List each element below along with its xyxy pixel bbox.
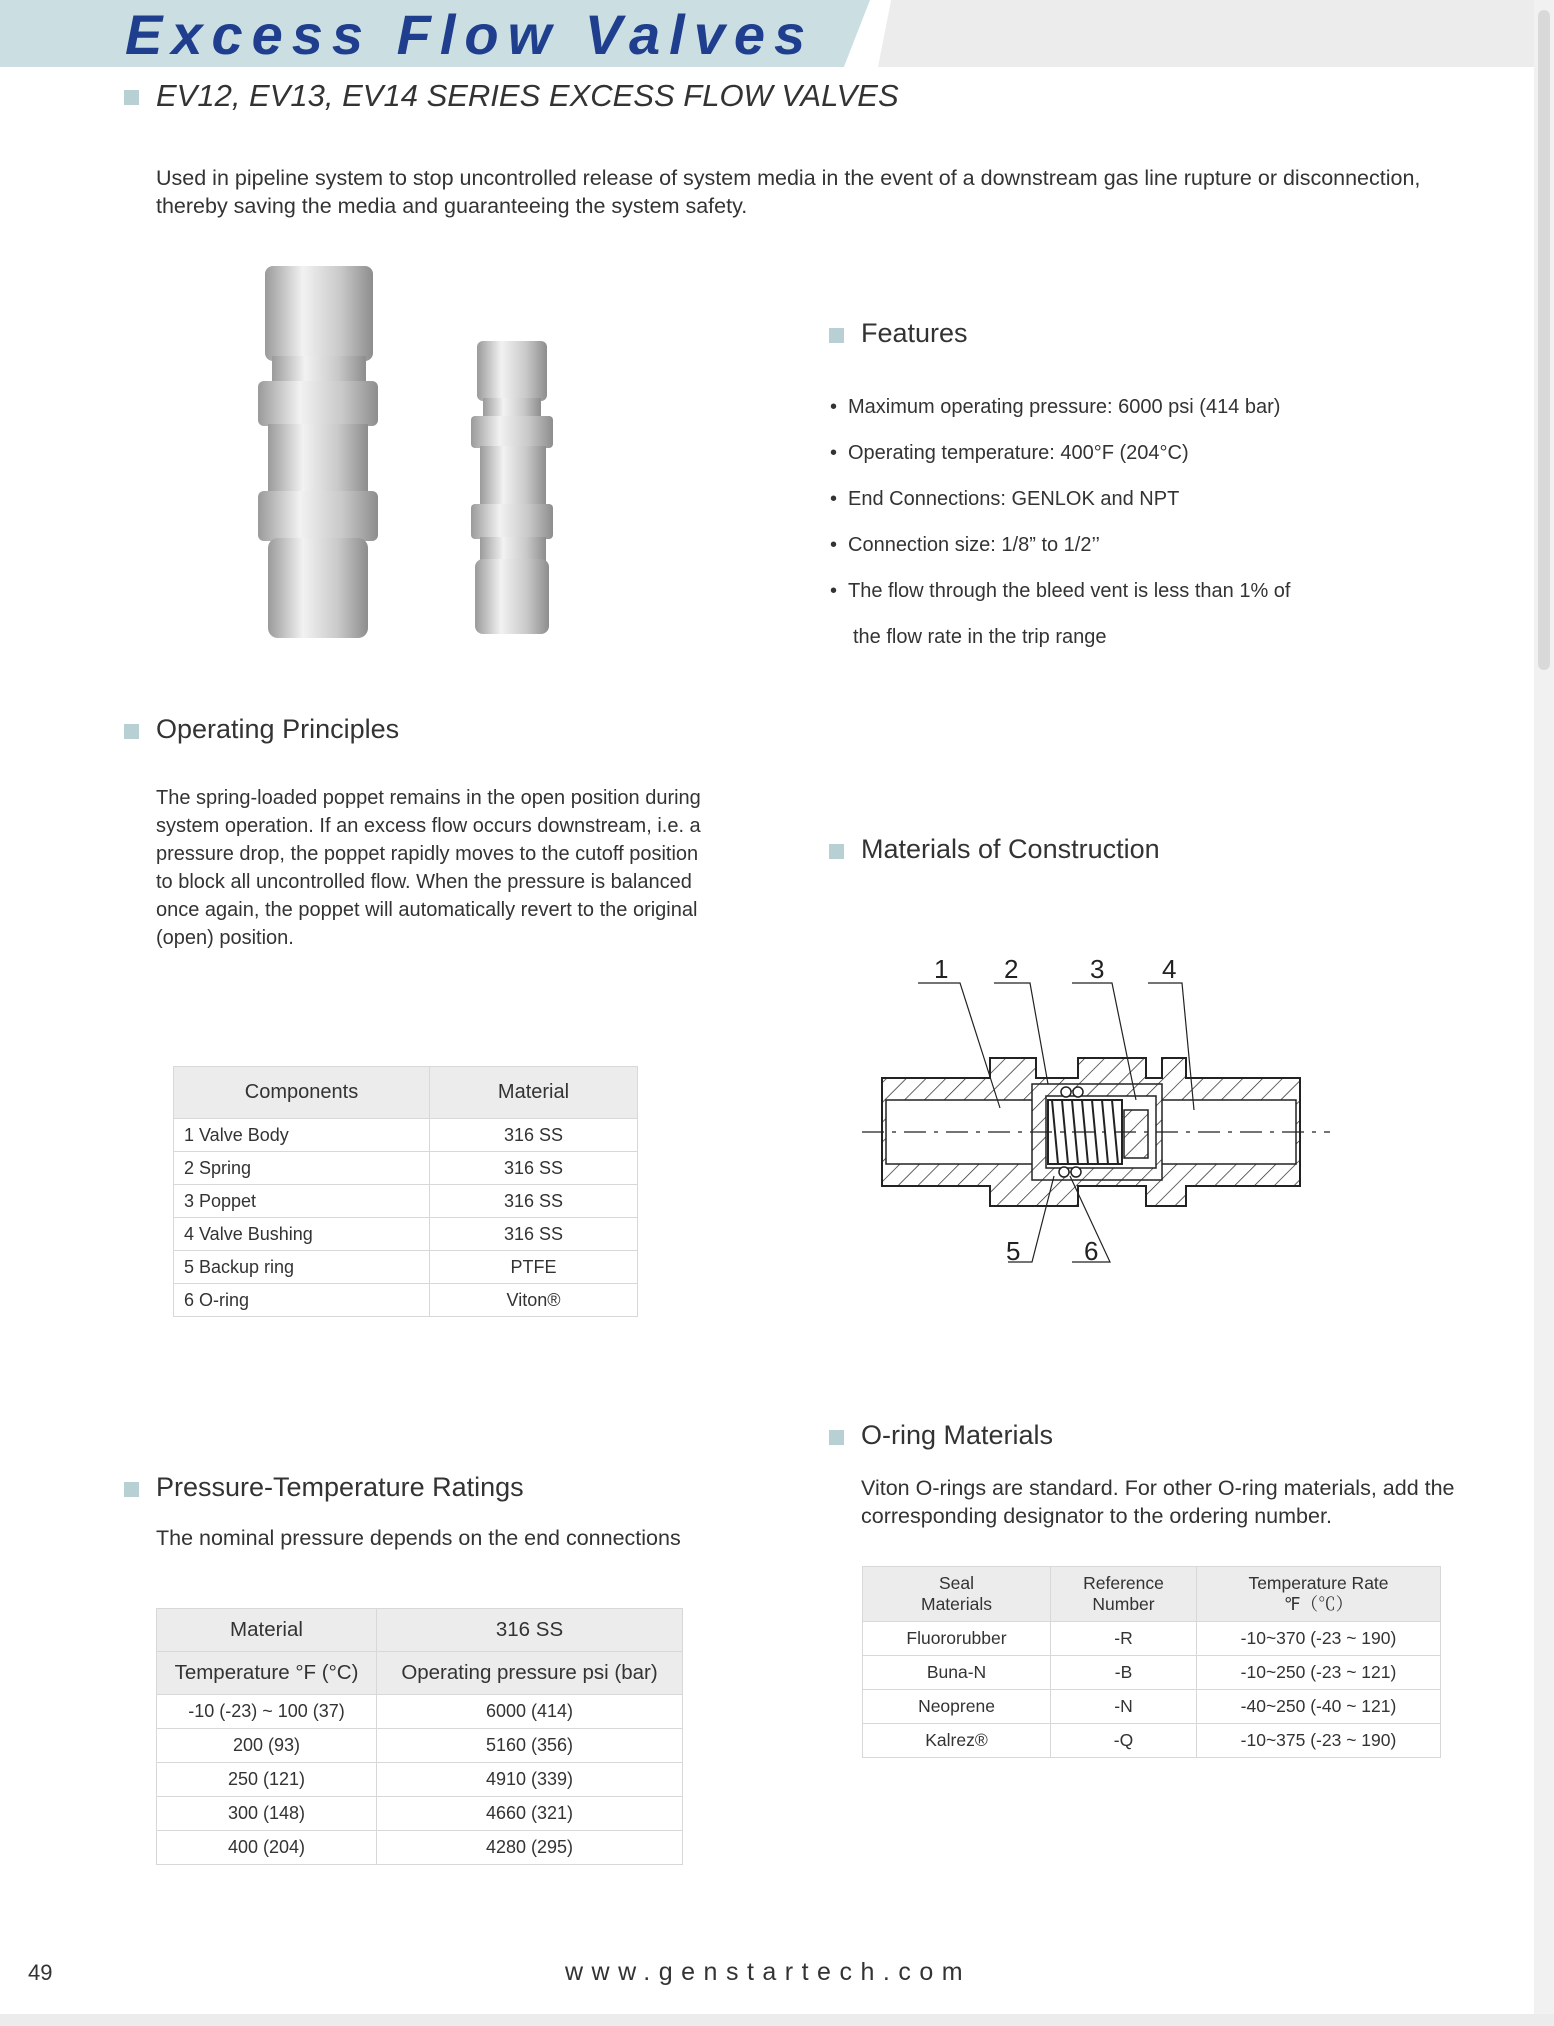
section-bullet bbox=[829, 1430, 844, 1445]
table-cell: 4 Valve Bushing bbox=[174, 1218, 430, 1251]
table-row bbox=[863, 1690, 1441, 1724]
table-row bbox=[157, 1763, 683, 1797]
pressure-heading: Pressure-Temperature Ratings bbox=[156, 1472, 524, 1502]
diagram-label-6: 6 bbox=[1084, 1236, 1099, 1266]
table-cell: 250 (121) bbox=[157, 1763, 377, 1797]
diagram-label-1: 1 bbox=[934, 954, 949, 984]
table-cell: 3 Poppet bbox=[174, 1185, 430, 1218]
operating-paragraph: The spring-loaded poppet remains in the open position during system operation. If an excess flow occurs downstream, i.e. a pressure drop, the poppet rapidly moves to the cutoff position to block all uncontrolled flow. When the pressure is balanced once again, the poppet will automatically revert to the original (open) position. bbox=[156, 787, 701, 949]
oring-heading: O-ring Materials bbox=[861, 1420, 1054, 1450]
column-header: Temperature °F (°C) bbox=[157, 1652, 377, 1695]
list-item: • Operating temperature: 400°F (204°C) bbox=[830, 442, 1189, 464]
header-band-right bbox=[878, 0, 1534, 67]
table-cell: 5160 (356) bbox=[377, 1729, 683, 1763]
table-cell: -10~250 (-23 ~ 121) bbox=[1197, 1656, 1441, 1690]
table-cell: 1 Valve Body bbox=[174, 1119, 430, 1152]
list-item: • End Connections: GENLOK and NPT bbox=[830, 488, 1180, 510]
pressure-subtitle: The nominal pressure depends on the end connections bbox=[156, 1526, 681, 1550]
table-row bbox=[174, 1119, 638, 1152]
table-cell: Fluororubber bbox=[863, 1622, 1051, 1656]
column-header: Temperature Rate ℉（℃） bbox=[1197, 1567, 1441, 1622]
list-item: • Connection size: 1/8” to 1/2’’ bbox=[830, 534, 1101, 556]
small-valve bbox=[471, 341, 553, 634]
column-header: Operating pressure psi (bar) bbox=[377, 1652, 683, 1695]
section-bullet bbox=[124, 1482, 139, 1497]
table-row bbox=[174, 1218, 638, 1251]
table-row bbox=[863, 1656, 1441, 1690]
features-list bbox=[828, 392, 1468, 668]
table-cell: Kalrez® bbox=[863, 1724, 1051, 1758]
column-header: Reference Number bbox=[1051, 1567, 1197, 1622]
diagram-label-4: 4 bbox=[1162, 954, 1177, 984]
valve-cross-section-diagram bbox=[856, 950, 1336, 1280]
list-item: • The flow through the bleed vent is less than 1% of bbox=[830, 580, 1291, 602]
table-cell: 316 SS bbox=[430, 1119, 638, 1152]
table-cell: 4910 (339) bbox=[377, 1763, 683, 1797]
diagram-label-3: 3 bbox=[1090, 954, 1105, 984]
list-item-continuation: the flow rate in the trip range bbox=[853, 626, 1107, 648]
table-cell: 5 Backup ring bbox=[174, 1251, 430, 1284]
section-bullet bbox=[829, 328, 844, 343]
table-row bbox=[157, 1695, 683, 1729]
section-bullet bbox=[124, 90, 139, 105]
table-header-row bbox=[157, 1609, 683, 1652]
table-row bbox=[863, 1724, 1441, 1758]
series-title: EV12, EV13, EV14 SERIES EXCESS FLOW VALVES bbox=[156, 78, 899, 113]
table-cell: -N bbox=[1051, 1690, 1197, 1724]
table-header-row bbox=[863, 1567, 1441, 1622]
bottom-strip bbox=[0, 2014, 1554, 2026]
table-cell: PTFE bbox=[430, 1251, 638, 1284]
table-row bbox=[174, 1251, 638, 1284]
table-cell: 200 (93) bbox=[157, 1729, 377, 1763]
pressure-table bbox=[156, 1608, 683, 1865]
table-cell: Neoprene bbox=[863, 1690, 1051, 1724]
table-cell: Viton® bbox=[430, 1284, 638, 1317]
table-cell: -10 (-23) ~ 100 (37) bbox=[157, 1695, 377, 1729]
table-header-row bbox=[174, 1067, 638, 1119]
scrollbar-thumb[interactable] bbox=[1538, 10, 1550, 670]
table-cell: -10~370 (-23 ~ 190) bbox=[1197, 1622, 1441, 1656]
page-title: Excess Flow Valves bbox=[125, 3, 815, 66]
oring-paragraph: Viton O-rings are standard. For other O-ring materials, add the corresponding designator to the ordering number. bbox=[861, 1476, 1455, 1528]
operating-heading: Operating Principles bbox=[156, 714, 400, 744]
table-cell: 4660 (321) bbox=[377, 1797, 683, 1831]
table-cell: Buna-N bbox=[863, 1656, 1051, 1690]
table-cell: 316 SS bbox=[430, 1218, 638, 1251]
website-link[interactable]: www.genstartech.com bbox=[565, 1958, 972, 1986]
table-cell: 6 O-ring bbox=[174, 1284, 430, 1317]
diagram-label-2: 2 bbox=[1004, 954, 1019, 984]
table-cell: -B bbox=[1051, 1656, 1197, 1690]
features-heading: Features bbox=[861, 318, 968, 348]
product-photo bbox=[240, 256, 580, 656]
table-row bbox=[157, 1729, 683, 1763]
column-header: Material bbox=[157, 1609, 377, 1652]
table-row bbox=[157, 1831, 683, 1865]
oring-table bbox=[862, 1566, 1441, 1758]
section-bullet bbox=[829, 844, 844, 859]
table-header-row bbox=[157, 1652, 683, 1695]
column-header: Components bbox=[174, 1067, 430, 1119]
materials-heading: Materials of Construction bbox=[861, 834, 1160, 864]
table-cell: -40~250 (-40 ~ 121) bbox=[1197, 1690, 1441, 1724]
column-header: Seal Materials bbox=[863, 1567, 1051, 1622]
table-row bbox=[174, 1152, 638, 1185]
list-item: • Maximum operating pressure: 6000 psi (414 bar) bbox=[830, 396, 1281, 418]
table-cell: -10~375 (-23 ~ 190) bbox=[1197, 1724, 1441, 1758]
table-cell: -Q bbox=[1051, 1724, 1197, 1758]
diagram-label-5: 5 bbox=[1006, 1236, 1021, 1266]
table-cell: 400 (204) bbox=[157, 1831, 377, 1865]
table-cell: 300 (148) bbox=[157, 1797, 377, 1831]
components-table bbox=[173, 1066, 638, 1317]
page-number: 49 bbox=[28, 1960, 53, 1985]
table-row bbox=[863, 1622, 1441, 1656]
large-valve bbox=[258, 266, 378, 638]
table-row bbox=[157, 1797, 683, 1831]
column-header: Material bbox=[430, 1067, 638, 1119]
table-cell: 316 SS bbox=[430, 1152, 638, 1185]
intro-paragraph: Used in pipeline system to stop uncontrolled release of system media in the event of a downstream gas line rupture or disconnection, thereby saving the media and guaranteeing the system safety. bbox=[156, 166, 1421, 218]
table-row bbox=[174, 1284, 638, 1317]
table-cell: 2 Spring bbox=[174, 1152, 430, 1185]
table-cell: -R bbox=[1051, 1622, 1197, 1656]
table-row bbox=[174, 1185, 638, 1218]
section-bullet bbox=[124, 724, 139, 739]
column-header: 316 SS bbox=[377, 1609, 683, 1652]
table-cell: 316 SS bbox=[430, 1185, 638, 1218]
table-cell: 4280 (295) bbox=[377, 1831, 683, 1865]
table-cell: 6000 (414) bbox=[377, 1695, 683, 1729]
